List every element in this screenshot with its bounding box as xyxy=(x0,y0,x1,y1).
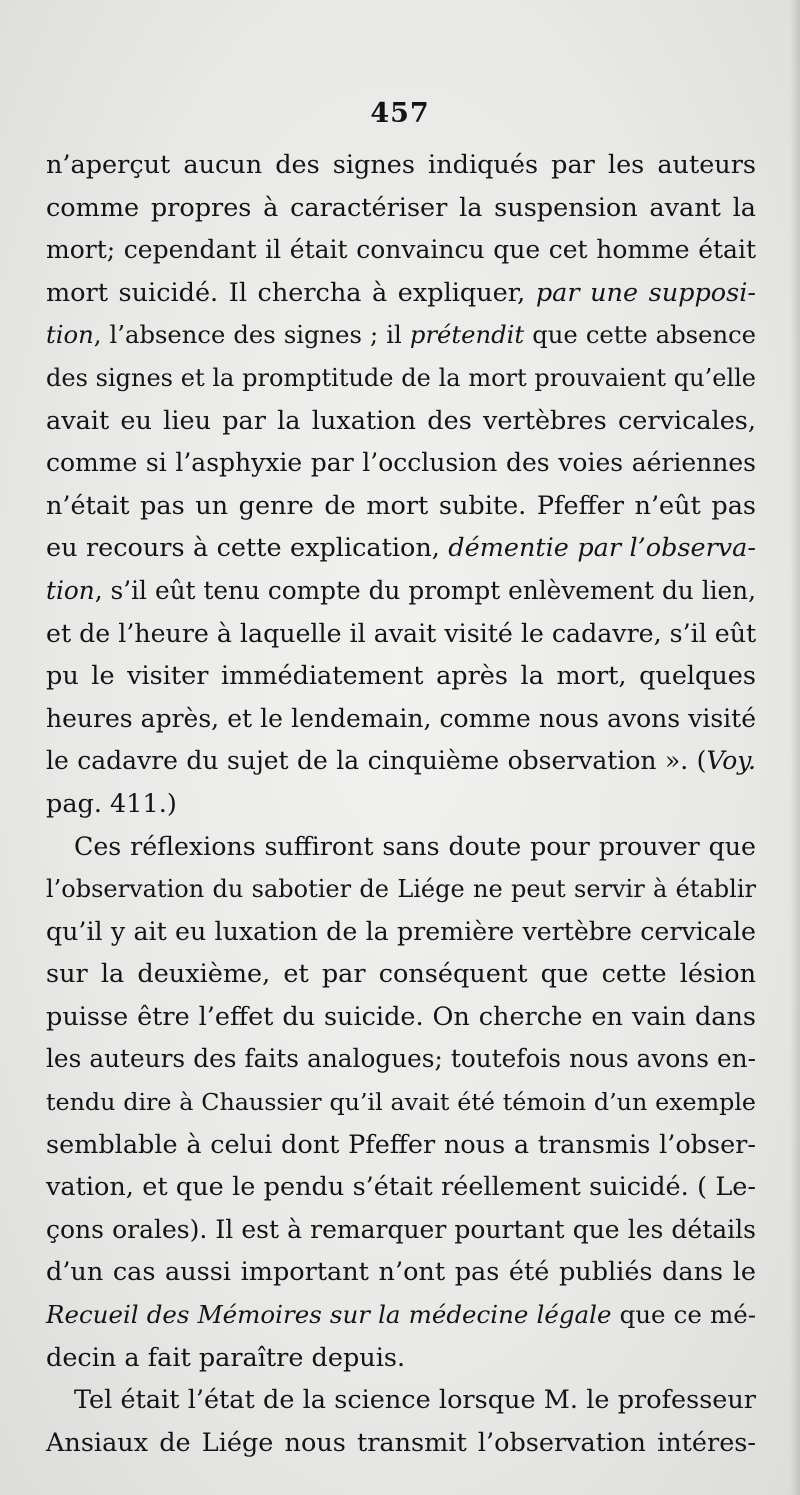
text-segment: mort; cependant il était convaincu que cet homme était xyxy=(46,235,756,265)
text-segment: qu’il y ait eu luxation de la première vertèbre cervicale xyxy=(46,916,756,946)
text-line xyxy=(46,655,756,698)
text-line xyxy=(46,911,756,954)
text-segment: comme propres à caractériser la suspension avant la xyxy=(46,192,756,223)
text-segment: tendu dire à Chaussier qu’il avait été témoin d’un exemple xyxy=(46,1088,756,1117)
text-line xyxy=(46,826,756,869)
text-segment: pag. 411.) xyxy=(46,788,177,819)
text-line xyxy=(46,485,756,528)
italic-text: prétendit xyxy=(409,320,525,350)
text-segment: eu recours à cette explication, xyxy=(46,533,449,564)
italic-text: par une supposi- xyxy=(535,277,756,308)
text-line xyxy=(46,868,756,911)
italic-text: démentie par l’observa- xyxy=(448,533,756,564)
text-segment: que ce mé- xyxy=(611,1300,757,1330)
text-segment: des signes et la promptitude de la mort prouvaient qu’elle xyxy=(46,363,756,392)
text-line xyxy=(46,1209,756,1252)
text-line xyxy=(46,953,756,996)
text-segment: vation, et que le pendu s’était réellement suicidé. ( Le- xyxy=(46,1172,756,1203)
text-segment: çons orales). Il est à remarquer pourtant que les détails xyxy=(46,1214,756,1244)
text-line xyxy=(46,314,756,357)
text-segment: puisse être l’effet du suicide. On cherche en vain dans xyxy=(46,1001,756,1032)
text-line xyxy=(46,187,756,230)
text-segment: heures après, et le lendemain, comme nous avons visité xyxy=(46,703,756,733)
text-segment: et de l’heure à laquelle il avait visité le cadavre, s’il eût xyxy=(46,618,757,648)
text-line xyxy=(46,698,756,741)
text-segment: decin a fait paraître depuis. xyxy=(46,1342,406,1373)
text-line xyxy=(46,1422,756,1465)
text-segment: mort suicidé. Il chercha à expliquer, xyxy=(46,277,536,308)
text-line xyxy=(46,144,756,187)
italic-text: tion xyxy=(46,575,95,605)
text-line xyxy=(46,272,756,315)
body-text xyxy=(46,144,756,1464)
text-line xyxy=(46,1081,756,1124)
text-line xyxy=(46,1251,756,1294)
text-line xyxy=(46,1124,756,1167)
page-edge-shadow xyxy=(790,0,800,1495)
text-segment: , l’absence des signes ; il xyxy=(93,320,410,350)
text-segment: les auteurs des faits analogues; toutefois nous avons en- xyxy=(46,1044,756,1074)
italic-text: Voy. xyxy=(706,746,756,776)
text-line xyxy=(46,1166,756,1209)
text-segment: le cadavre du sujet de la cinquième observation ». ( xyxy=(46,746,707,776)
italic-text: Recueil des Mémoires sur la médecine légale xyxy=(46,1300,612,1330)
text-line xyxy=(46,740,756,783)
text-segment: comme si l’asphyxie par l’occlusion des voies aériennes xyxy=(46,448,756,478)
text-segment: pu le visiter immédiatement après la mort, quelques xyxy=(46,661,756,692)
text-segment: , s’il eût tenu compte du prompt enlèvement du lien, xyxy=(94,575,756,605)
text-line xyxy=(46,527,756,570)
text-line xyxy=(46,783,756,826)
page-number: 457 xyxy=(370,98,430,129)
text-line xyxy=(46,400,756,443)
text-segment: n’était pas un genre de mort subite. Pfeffer n’eût pas xyxy=(46,490,756,521)
text-line xyxy=(46,1038,756,1081)
text-line xyxy=(46,357,756,400)
italic-text: tion xyxy=(46,320,94,350)
text-segment: Tel était l’état de la science lorsque M. le professeur xyxy=(74,1385,756,1416)
text-line xyxy=(46,1294,756,1337)
text-line xyxy=(46,996,756,1039)
text-line xyxy=(46,1337,756,1380)
text-segment: semblable à celui dont Pfeffer nous a transmis l’obser- xyxy=(46,1129,756,1160)
text-segment: que cette absence xyxy=(524,320,757,350)
text-line xyxy=(46,1379,756,1422)
text-segment: Ansiaux de Liége nous transmit l’observation intéres- xyxy=(46,1427,756,1458)
text-line xyxy=(46,570,756,613)
text-segment: d’un cas aussi important n’ont pas été publiés dans le xyxy=(46,1257,756,1288)
text-segment: l’observation du sabotier de Liége ne peut servir à établir xyxy=(46,875,756,904)
text-segment: avait eu lieu par la luxation des vertèbres cervicales, xyxy=(46,405,756,436)
text-line xyxy=(46,442,756,485)
text-line xyxy=(46,229,756,272)
text-segment: sur la deuxième, et par conséquent que cette lésion xyxy=(46,959,756,990)
text-segment: Ces réflexions suffiront sans doute pour prouver que xyxy=(74,831,756,861)
text-segment: n’aperçut aucun des signes indiqués par les auteurs xyxy=(46,150,756,180)
text-line xyxy=(46,613,756,656)
